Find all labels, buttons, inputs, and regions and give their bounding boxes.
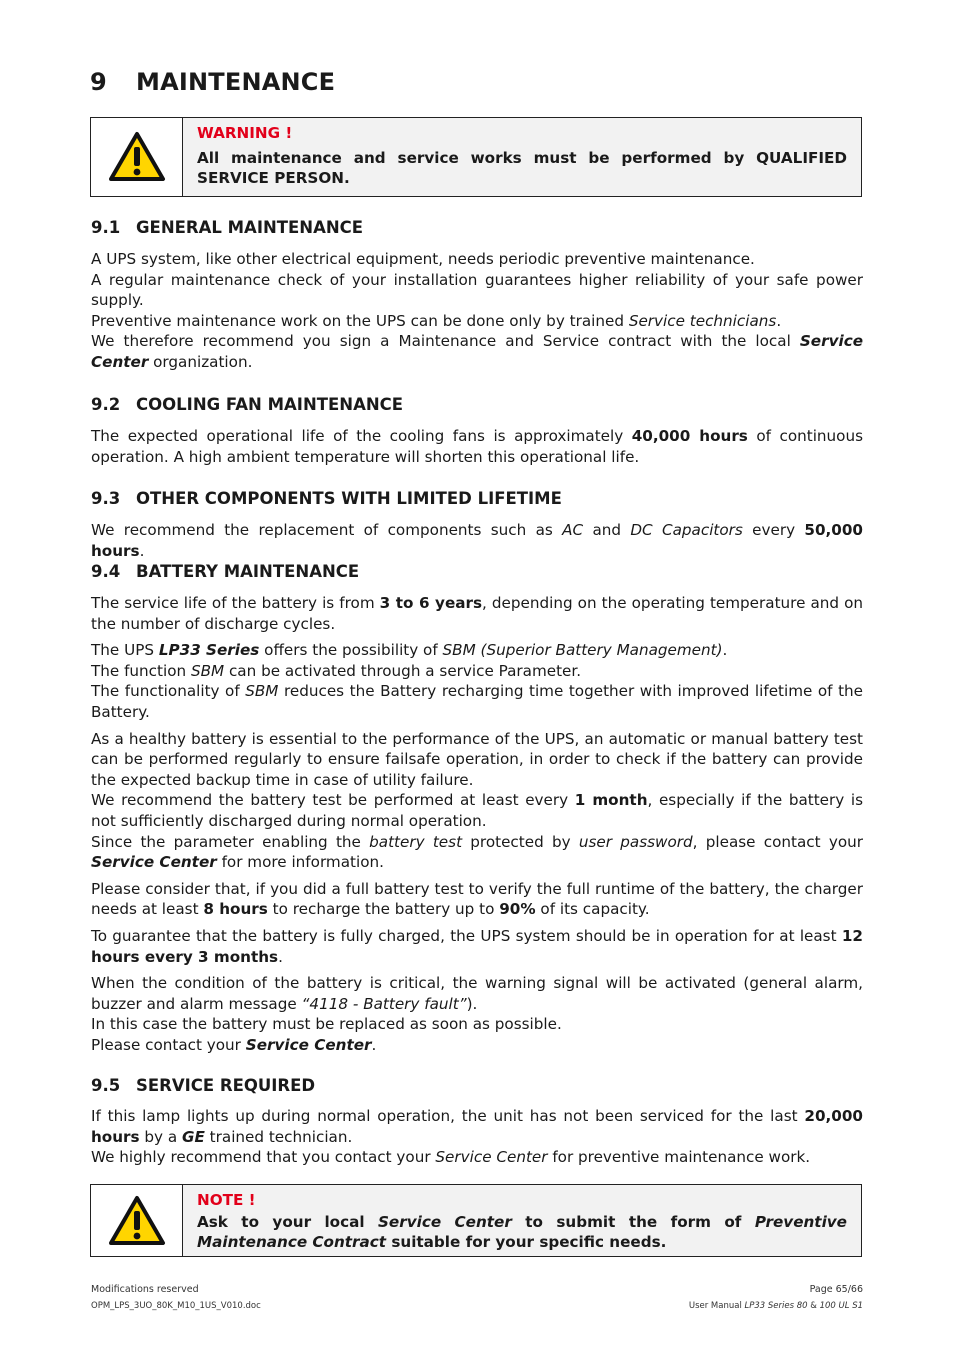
footer-page-number: Page 65/66 <box>809 1284 863 1295</box>
warning-triangle-icon <box>108 131 166 183</box>
warning-text-cell <box>183 118 861 196</box>
note-label: NOTE ! <box>197 1191 256 1209</box>
warning-label: WARNING ! <box>197 124 293 142</box>
footer-modifications: Modifications reserved <box>91 1284 199 1295</box>
section-heading-9-1: 9.1 GENERAL MAINTENANCE <box>91 218 364 237</box>
paragraph: In this case the battery must be replaced as soon as possible. <box>91 1015 562 1034</box>
section-heading-9-5: 9.5 SERVICE REQUIRED <box>91 1076 316 1095</box>
paragraph: Please consider that, if you did a full battery test to verify the full runtime of the battery, the charger needs at least 8 hours to recharge the battery up to 90% of its capacity. <box>91 879 863 919</box>
general-maintenance-text <box>91 249 863 373</box>
note-box <box>90 1184 862 1257</box>
paragraph: We recommend the battery test be performed at least every 1 month, especially if the battery is not sufficiently discharged during normal operation. <box>91 791 863 830</box>
paragraph: If this lamp lights up during normal operation, the unit has not been serviced for the last 20,000 hours by a GE trained technician. <box>91 1107 863 1146</box>
paragraph: The function SBM can be activated through a service Parameter. <box>91 661 582 680</box>
note-icon-cell <box>91 1185 183 1256</box>
section-heading-9-4: 9.4 BATTERY MAINTENANCE <box>91 562 360 581</box>
chapter-number: 9 <box>90 68 107 96</box>
paragraph: When the condition of the battery is critical, the warning signal will be activated (general alarm, buzzer and alarm message “4118 - Battery fault”). <box>91 974 863 1013</box>
warning-icon-cell <box>91 118 183 196</box>
battery-maintenance-text <box>91 593 863 1055</box>
paragraph: As a healthy battery is essential to the performance of the UPS, an automatic or manual battery test can be performed regularly to ensure failsafe operation, in order to check if the battery can provide the expected backup time in case of utility failure. <box>91 729 863 789</box>
note-text-cell <box>183 1185 861 1256</box>
paragraph: Since the parameter enabling the battery test protected by user password, please contact your Service Center for more information. <box>91 832 864 872</box>
paragraph: Please contact your Service Center. <box>91 1035 377 1054</box>
paragraph: We therefore recommend you sign a Maintenance and Service contract with the local Service Center organization. <box>91 332 863 371</box>
paragraph: We highly recommend that you contact your Service Center for preventive maintenance work. <box>91 1148 811 1167</box>
paragraph: The expected operational life of the cooling fans is approximately 40,000 hours of continuous operation. A high ambient temperature will shorten this operational life. <box>91 427 863 466</box>
paragraph: The functionality of SBM reduces the Battery recharging time together with improved lifetime of the Battery. <box>91 682 863 721</box>
section-heading-9-2: 9.2 COOLING FAN MAINTENANCE <box>91 395 404 414</box>
footer-doc-name: OPM_LPS_3UO_80K_M10_1US_V010.doc <box>91 1301 261 1311</box>
section-heading-9-3: 9.3 OTHER COMPONENTS WITH LIMITED LIFETIME <box>91 489 562 508</box>
warning-text: All maintenance and service works must be performed by QUALIFIED SERVICE PERSON. <box>197 148 847 188</box>
chapter-heading <box>90 68 335 96</box>
paragraph: To guarantee that the battery is fully charged, the UPS system should be in operation for at least 12 hours every 3 months. <box>91 926 863 966</box>
warning-triangle-icon <box>108 1195 166 1247</box>
paragraph: The service life of the battery is from 3 to 6 years, depending on the operating temperature and on the number of discharge cycles. <box>91 594 864 633</box>
paragraph: Preventive maintenance work on the UPS can be done only by trained Service technicians. <box>91 311 782 330</box>
paragraph: We recommend the replacement of components such as AC and DC Capacitors every 50,000 hours. <box>91 521 863 560</box>
warning-box <box>90 117 862 197</box>
cooling-fan-text <box>91 426 863 467</box>
chapter-title: MAINTENANCE <box>136 68 336 96</box>
paragraph: A regular maintenance check of your installation guarantees higher reliability of your safe power supply. <box>91 270 863 310</box>
paragraph: A UPS system, like other electrical equipment, needs periodic preventive maintenance. <box>91 250 755 268</box>
paragraph: The UPS LP33 Series offers the possibility of SBM (Superior Battery Management). <box>91 641 728 660</box>
note-text: Ask to your local Service Center to submit the form of Preventive Maintenance Contract suitable for your specific needs. <box>197 1212 847 1252</box>
service-required-text <box>91 1106 863 1168</box>
other-components-text <box>91 520 863 561</box>
footer-manual-title: User Manual LP33 Series 80 & 100 UL S1 <box>688 1301 863 1311</box>
